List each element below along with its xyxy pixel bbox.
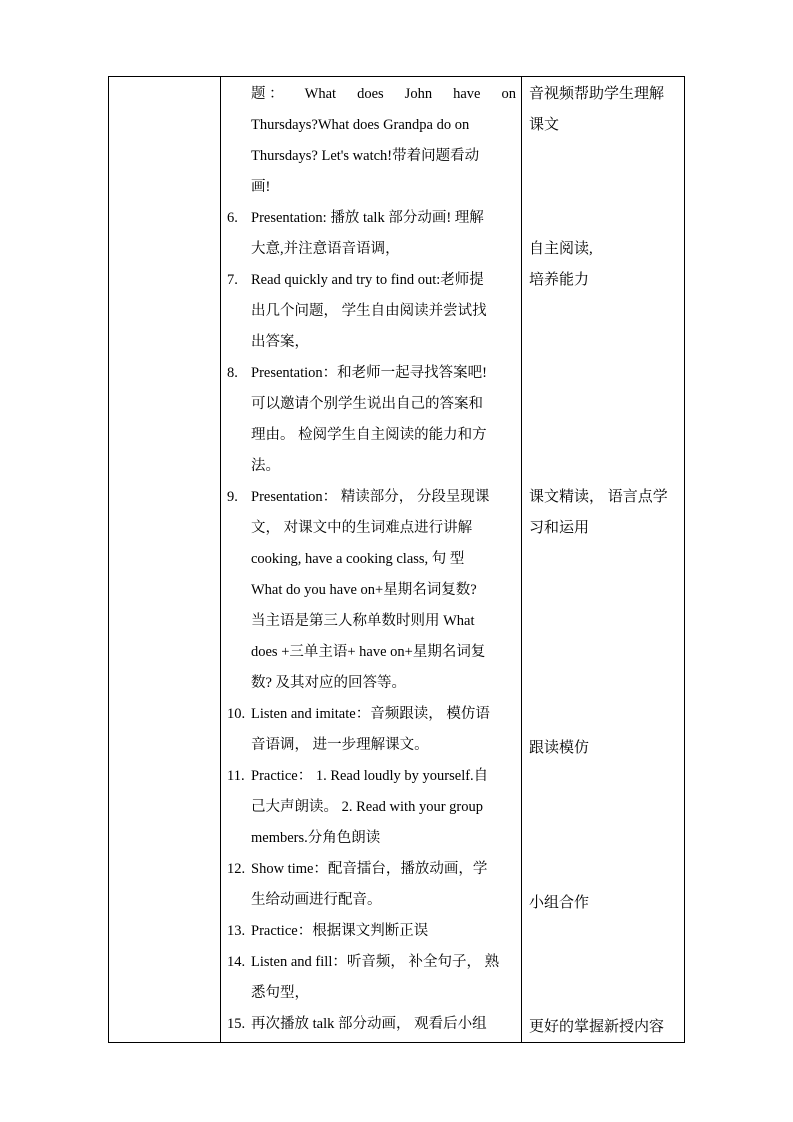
- text-line: 再次播放 talk 部分动画， 观看后小组: [251, 1016, 487, 1032]
- text-line: 文， 对课文中的生词难点进行讲解: [251, 520, 473, 536]
- item-number: 12.: [227, 861, 246, 877]
- text-line: 画!: [251, 179, 271, 195]
- item-number: 7.: [227, 272, 238, 288]
- note-text: 跟读模仿: [529, 740, 590, 756]
- word: have: [453, 86, 481, 102]
- text-line: 大意,并注意语音语调，: [251, 241, 400, 257]
- text-line: 悉句型，: [251, 985, 309, 1001]
- text-line: 己大声朗读。 2. Read with your group: [251, 799, 483, 815]
- text-line: What do you have on+星期名词复数?: [251, 582, 477, 598]
- text-line: 当主语是第三人称单数时则用 What: [251, 613, 475, 629]
- lesson-plan-table: [108, 76, 685, 1043]
- text-line: 法。: [251, 458, 280, 474]
- text-line: members.分角色朗读: [251, 830, 381, 846]
- text-line: Presentation：和老师一起寻找答案吧!: [251, 365, 488, 381]
- item-number: 8.: [227, 365, 238, 381]
- column-divider: [220, 77, 221, 1042]
- note-text: 培养能力: [529, 272, 590, 288]
- text-line: [251, 84, 516, 104]
- text-line: 音语调， 进一步理解课文。: [251, 737, 429, 753]
- note-text: 自主阅读,: [529, 241, 593, 257]
- note-text: 小组合作: [529, 895, 590, 911]
- text-line: 数? 及其对应的回答等。: [251, 675, 407, 691]
- text-line: Presentation: 播放 talk 部分动画! 理解: [251, 210, 484, 226]
- item-number: 14.: [227, 954, 246, 970]
- text-line: 生给动画进行配音。: [251, 892, 382, 908]
- item-number: 6.: [227, 210, 238, 226]
- note-text: 课文: [529, 117, 560, 133]
- word: John: [404, 86, 433, 102]
- text-line: 出答案，: [251, 334, 309, 350]
- note-text: 课文精读， 语言点学: [529, 489, 668, 505]
- text-line: 出几个问题， 学生自由阅读并尝试找: [251, 303, 487, 319]
- text-line: Listen and fill：听音频， 补全句子， 熟: [251, 954, 500, 970]
- text-line: cooking, have a cooking class, 句 型: [251, 551, 465, 567]
- note-text: 习和运用: [529, 520, 590, 536]
- item-number: 10.: [227, 706, 246, 722]
- text-line: 理由。 检阅学生自主阅读的能力和方: [251, 427, 487, 443]
- text-line: does +三单主语+ have on+星期名词复: [251, 644, 486, 660]
- text-line: Thursdays? Let's watch!带着问题看动: [251, 148, 480, 164]
- note-text: 更好的掌握新授内容: [529, 1019, 665, 1035]
- item-number: 11.: [227, 768, 245, 784]
- column-divider: [521, 77, 522, 1042]
- text-line: Thursdays?What does Grandpa do on: [251, 117, 470, 133]
- item-number: 15.: [227, 1016, 246, 1032]
- text-line: Practice： 1. Read loudly by yourself.自: [251, 768, 489, 784]
- text-line: Listen and imitate：音频跟读， 模仿语: [251, 706, 490, 722]
- word: on: [501, 86, 516, 102]
- word: does: [357, 86, 384, 102]
- text-line: Practice：根据课文判断正误: [251, 923, 429, 939]
- text-line: Presentation： 精读部分， 分段呈现课: [251, 489, 490, 505]
- item-number: 9.: [227, 489, 238, 505]
- item-number: 13.: [227, 923, 246, 939]
- note-text: 音视频帮助学生理解: [529, 86, 665, 102]
- text-line: 可以邀请个别学生说出自己的答案和: [251, 396, 483, 412]
- word: What: [304, 86, 337, 102]
- text-line: Read quickly and try to find out:老师提: [251, 272, 484, 288]
- text-line: Show time：配音擂台，播放动画，学: [251, 861, 488, 877]
- word: 题 ：: [251, 86, 284, 102]
